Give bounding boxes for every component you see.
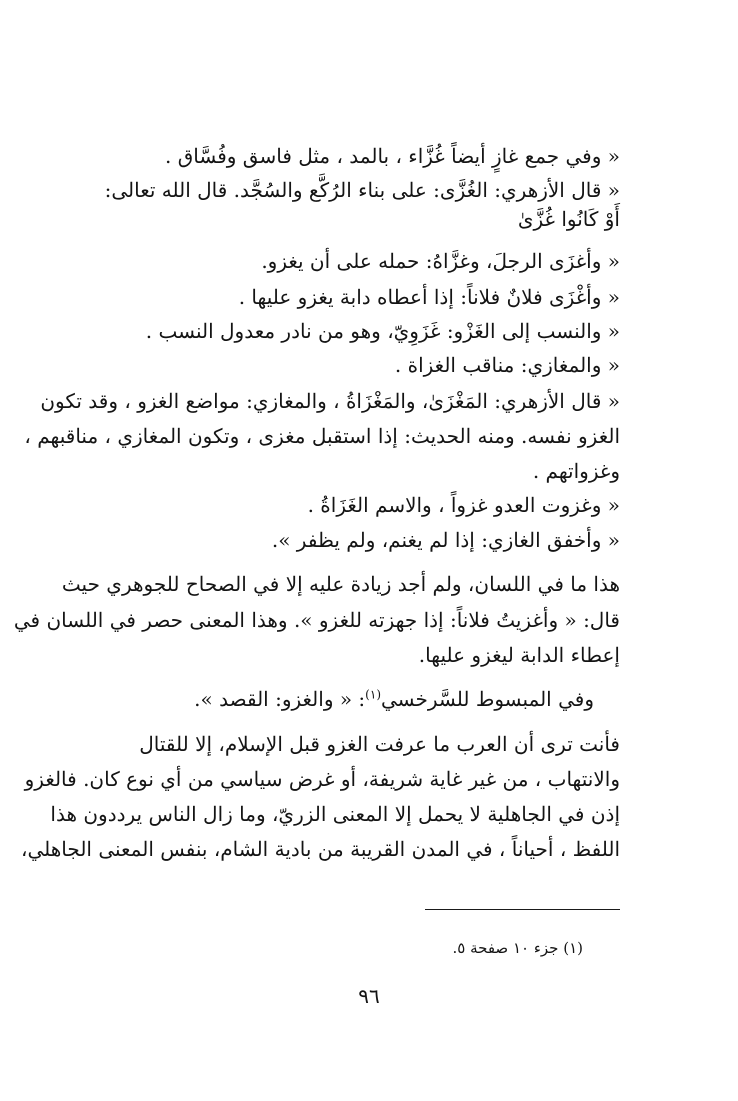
text-line-8: « قال الأزهري: المَغْزَىٰ، والمَغْزَاةُ ، والمغازي: مواضع الغزو ، وقد تكون: [40, 389, 620, 413]
text-line-5: « وأغْزَى فلانٌ فلاناً: إذا أعطاه دابة يغزو عليها .: [238, 285, 620, 309]
text-line-9: الغزو نفسه. ومنه الحديث: إذا استقبل مغزى ، وتكون المغازي ، مناقبهم ،: [24, 424, 620, 448]
paragraph-1-line-3: إعطاء الدابة ليغزو عليها.: [418, 643, 620, 667]
text-line-12: « وأخفق الغازي: إذا لم يغنم، ولم يظفر ».: [271, 528, 620, 552]
text-line-10: وغزواتهم .: [532, 459, 620, 483]
page-number: ٩٦: [358, 984, 380, 1008]
footnote-separator: [425, 909, 620, 910]
paragraph-1-line-2: قال: « وأغزيتُ فلاناً: إذا جهزته للغزو ». وهذا المعنى حصر في اللسان في: [13, 608, 620, 632]
text-line-4: « وأغزَى الرجلَ، وغزَّاهُ: حمله على أن يغزو.: [261, 249, 620, 273]
quran-verse: أَوْ كَانُوا غُزَّىٰ: [517, 207, 620, 231]
text-line-1: « وفي جمع غازٍ أيضاً غُزَّاء ، بالمد ، مثل فاسق وفُسَّاق .: [165, 144, 620, 168]
footnote-marker: (١): [563, 939, 583, 957]
paragraph-2-line-4: اللفظ ، أحياناً ، في المدن القريبة من بادية الشام، بنفس المعنى الجاهلي،: [21, 837, 620, 861]
text-line-6: « والنسب إلى الغَزْو: غَزَوِيّ، وهو من نادر معدول النسب .: [145, 319, 620, 343]
text-line-7: « والمغازي: مناقب الغزاة .: [394, 353, 620, 377]
paragraph-2-line-2: والانتهاب ، من غير غاية شريفة، أو غرض سياسي من أي نوع كان. فالغزو: [24, 767, 620, 791]
paragraph-1-line-1: هذا ما في اللسان، ولم أجد زيادة عليه إلا في الصحاح للجوهري حيث: [61, 572, 620, 596]
paragraph-2-line-1: فأنت ترى أن العرب ما عرفت الغزو قبل الإسلام، إلا للقتال: [139, 732, 620, 756]
text-line-2: « قال الأزهري: الغُزَّى: على بناء الرُكَّع والسُجَّد. قال الله تعالى:: [104, 178, 620, 202]
mabsut-text: وفي المبسوط للسَّرخسي: [381, 687, 594, 711]
footnote-text: جزء ١٠ صفحة ٥.: [452, 939, 559, 957]
paragraph-2-line-3: إذن في الجاهلية لا يحمل إلا المعنى الزريّ، وما زال الناس يرددون هذا: [50, 802, 620, 826]
footnote: [453, 937, 584, 959]
footnote-reference[interactable]: (١): [365, 687, 381, 702]
mabsut-quote: : « والغزو: القصد ».: [194, 687, 366, 711]
text-line-11: « وغزوت العدو غزواً ، والاسم الغَزَاةُ .: [307, 493, 620, 517]
mabsut-quote-line: [194, 684, 594, 714]
